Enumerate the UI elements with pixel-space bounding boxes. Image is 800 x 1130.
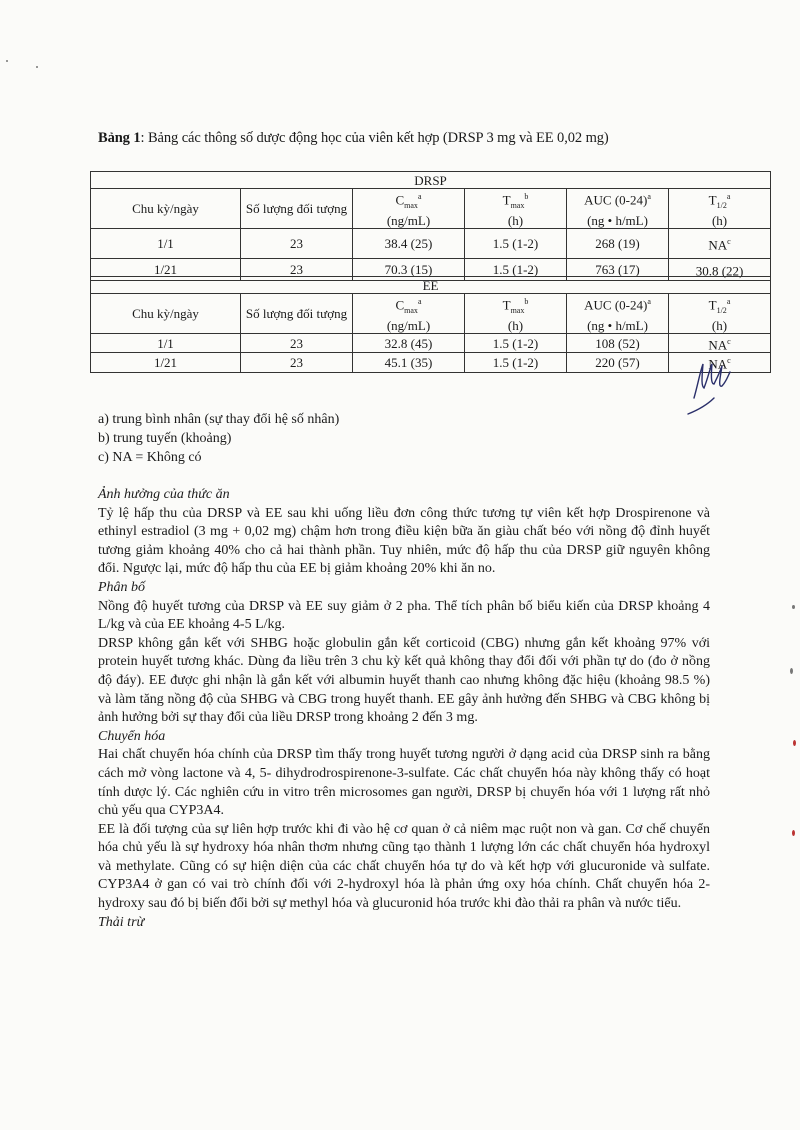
scan-speck xyxy=(792,830,795,836)
header-cmax xyxy=(353,294,465,334)
header-cmax-sym: C xyxy=(395,297,405,313)
cell-auc: 108 (52) xyxy=(567,333,669,352)
handwritten-signature xyxy=(684,358,744,418)
header-thalf-sub: 1/2 xyxy=(716,200,727,210)
body-paragraph: DRSP không gắn kết với SHBG hoặc globulin gắn kết corticoid (CBG) nhưng gắn kết khoảng 97% với protein huyết tương khác. Dùng đa liều trên 3 chu kỳ kết quả không thay đổi đối với phần tự do (đo ở nồng độ đáy). EE được ghi nhận là gắn kết với albumin huyết thanh cao nhưng không đặc hiệu (khoảng 98.5 %) và làm tăng nồng độ của SHBG và CBG trong huyết thanh. EE gây ảnh hưởng đến SHBG và CBG không bị ảnh hưởng bởi sự thay đổi của liều DRSP trong khoảng 2 đến 3 mg. xyxy=(98,635,710,726)
header-auc xyxy=(567,294,669,334)
caption-label: Bảng 1 xyxy=(98,130,141,146)
header-thalf-sup: a xyxy=(726,297,731,306)
header-auc-sym: AUC (0-24) xyxy=(584,192,648,208)
cell-subjects: 23 xyxy=(241,228,353,258)
table-row xyxy=(91,353,771,372)
body-paragraph: Tỷ lệ hấp thu của DRSP và EE sau khi uống liều đơn công thức tương tự viên kết hợp Drospirenone và ethinyl estradiol (3 mg + 0,02 mg) chậm hơn trong điều kiện bữa ăn giàu chất béo với nồng độ đỉnh huyết tương giảm khoảng 40% cho cả hai thành phần. Tuy nhiên, mức độ hấp thu của DRSP giữ nguyên không đổi. Ngược lại, mức độ hấp thu của EE bị giảm khoảng 20% khi ăn no. xyxy=(98,505,710,577)
section-title: DRSP xyxy=(91,172,771,189)
body-paragraph: Nồng độ huyết tương của DRSP và EE suy giảm ở 2 pha. Thể tích phân bố biểu kiến của DRSP khoảng 4 L/kg và của EE khoảng 4-5 L/kg. xyxy=(98,598,710,633)
header-auc xyxy=(567,189,669,229)
header-cycle: Chu kỳ/ngày xyxy=(91,294,241,334)
header-thalf-sup: a xyxy=(726,192,731,201)
scan-speck xyxy=(36,66,38,68)
section-title: EE xyxy=(91,277,771,294)
document-body xyxy=(98,486,710,932)
cell-thalf-sup: c xyxy=(727,336,731,346)
header-tmax xyxy=(465,189,567,229)
header-cmax xyxy=(353,189,465,229)
header-thalf-symbol xyxy=(669,294,770,318)
cell-tmax: 1.5 (1-2) xyxy=(465,258,567,280)
header-row xyxy=(91,189,771,229)
header-auc-symbol xyxy=(567,189,668,213)
cell-cmax: 32.8 (45) xyxy=(353,333,465,352)
header-tmax-symbol xyxy=(465,294,566,318)
cell-cycle: 1/21 xyxy=(91,258,241,280)
footnote-b: b) trung tuyến (khoảng) xyxy=(98,431,232,446)
scan-speck xyxy=(790,668,793,674)
drsp-pk-table xyxy=(90,171,771,281)
body-paragraph: Hai chất chuyển hóa chính của DRSP tìm thấy trong huyết tương người ở dạng acid của DRSP sinh ra bằng cách mở vòng lactone và 4, 5- dihydrodrospirenone-3-sulfate. Các chất chuyển hóa này không thấy có hoạt tính dược lý. Các nghiên cứu in vitro trên microsomes gan người, DRSP bị chuyển hóa với 1 lượng rất nhỏ chủ yếu qua CYP3A4. xyxy=(98,747,710,819)
header-tmax-sup: b xyxy=(524,297,529,306)
header-auc-unit: (ng • h/mL) xyxy=(587,212,648,228)
cell-thalf-value: NA xyxy=(708,237,728,253)
cell-auc: 268 (19) xyxy=(567,228,669,258)
cell-cycle: 1/21 xyxy=(91,353,241,372)
header-cycle: Chu kỳ/ngày xyxy=(91,189,241,229)
body-paragraph: EE là đối tượng của sự liên hợp trước khi đi vào hệ cơ quan ở cả niêm mạc ruột non và gan. Cơ chế chuyển hóa chủ yếu là sự hydroxy hóa nhân thơm nhưng cũng tạo thành 1 lượng lớn các chất chuyển hóa hydroxyl và methylate. Cũng có sự hiện diện của các chất chuyển hóa tự do và kết hợp với glucuronide và sulfate. CYP3A4 ở gan có vai trò chính đối với 2-hydroxyl hóa là phản ứng oxy hóa chính. Chất chuyển hóa 2- hydroxy sau đó bị biến đổi bởi sự methyl hóa và glucuronid hóa trước khi đào thải ra phân và nước tiểu. xyxy=(98,821,710,912)
header-cmax-sub: max xyxy=(404,200,418,210)
header-subjects: Số lượng đối tượng xyxy=(241,189,353,229)
header-subjects: Số lượng đối tượng xyxy=(241,294,353,334)
cell-thalf xyxy=(669,228,771,258)
header-tmax-unit: (h) xyxy=(507,212,524,228)
footnote-a: a) trung bình nhân (sự thay đổi hệ số nhân) xyxy=(98,412,340,427)
cell-auc: 220 (57) xyxy=(567,353,669,372)
header-cmax-sup: a xyxy=(417,297,422,306)
cell-thalf-sup: c xyxy=(727,356,731,366)
header-auc-unit: (ng • h/mL) xyxy=(587,317,648,333)
section-heading: Phân bố xyxy=(98,579,146,595)
header-cmax-sup: a xyxy=(417,192,422,201)
header-thalf-symbol xyxy=(669,189,770,213)
cell-tmax: 1.5 (1-2) xyxy=(465,228,567,258)
header-thalf-sub: 1/2 xyxy=(716,305,727,315)
header-thalf-unit: (h) xyxy=(711,212,728,228)
header-thalf xyxy=(669,294,771,334)
table-row xyxy=(91,228,771,258)
footnote-c: c) NA = Không có xyxy=(98,450,202,465)
cell-tmax: 1.5 (1-2) xyxy=(465,353,567,372)
header-cmax-symbol xyxy=(353,294,464,318)
scan-speck xyxy=(6,60,8,62)
caption-text: : Bảng các thông số dược động học của viên kết hợp (DRSP 3 mg và EE 0,02 mg) xyxy=(140,130,609,146)
cell-cmax: 45.1 (35) xyxy=(353,353,465,372)
header-auc-symbol xyxy=(567,294,668,318)
header-thalf-sym: T xyxy=(708,297,717,313)
header-auc-sup: a xyxy=(647,297,651,306)
table-caption xyxy=(98,130,698,147)
header-row xyxy=(91,294,771,334)
header-tmax-symbol xyxy=(465,189,566,213)
cell-cmax: 70.3 (15) xyxy=(353,258,465,280)
cell-subjects: 23 xyxy=(241,258,353,280)
header-thalf-unit: (h) xyxy=(711,317,728,333)
scan-speck xyxy=(793,740,796,746)
ee-pk-table xyxy=(90,276,771,373)
cell-thalf-value: NA xyxy=(708,356,728,372)
header-auc-sym: AUC (0-24) xyxy=(584,297,648,313)
header-cmax-sym: C xyxy=(395,192,405,208)
footnotes xyxy=(98,410,339,467)
header-tmax-sub: max xyxy=(510,200,525,210)
header-tmax-sup: b xyxy=(524,192,529,201)
section-heading: Thải trừ xyxy=(98,914,145,930)
header-tmax xyxy=(465,294,567,334)
header-cmax-unit: (ng/mL) xyxy=(386,212,431,228)
header-thalf-sym: T xyxy=(708,192,717,208)
header-tmax-sub: max xyxy=(510,305,525,315)
cell-tmax: 1.5 (1-2) xyxy=(465,333,567,352)
cell-auc: 763 (17) xyxy=(567,258,669,280)
scan-speck xyxy=(792,605,795,609)
header-cmax-sub: max xyxy=(404,305,418,315)
cell-thalf-sup: c xyxy=(727,237,731,247)
section-heading: Chuyển hóa xyxy=(98,728,166,744)
cell-thalf-value: NA xyxy=(708,337,728,353)
header-auc-sup: a xyxy=(647,192,651,201)
cell-thalf-value: 30.8 (22) xyxy=(695,263,744,279)
cell-subjects: 23 xyxy=(241,353,353,372)
cell-cycle: 1/1 xyxy=(91,228,241,258)
cell-cmax: 38.4 (25) xyxy=(353,228,465,258)
header-tmax-sym: T xyxy=(502,297,511,313)
table-row xyxy=(91,333,771,352)
cell-subjects: 23 xyxy=(241,333,353,352)
header-tmax-unit: (h) xyxy=(507,317,524,333)
cell-cycle: 1/1 xyxy=(91,333,241,352)
section-heading: Ảnh hưởng của thức ăn xyxy=(98,487,230,502)
cell-thalf xyxy=(669,333,771,352)
header-tmax-sym: T xyxy=(502,192,511,208)
header-cmax-unit: (ng/mL) xyxy=(386,317,431,333)
header-cmax-symbol xyxy=(353,189,464,213)
header-thalf xyxy=(669,189,771,229)
